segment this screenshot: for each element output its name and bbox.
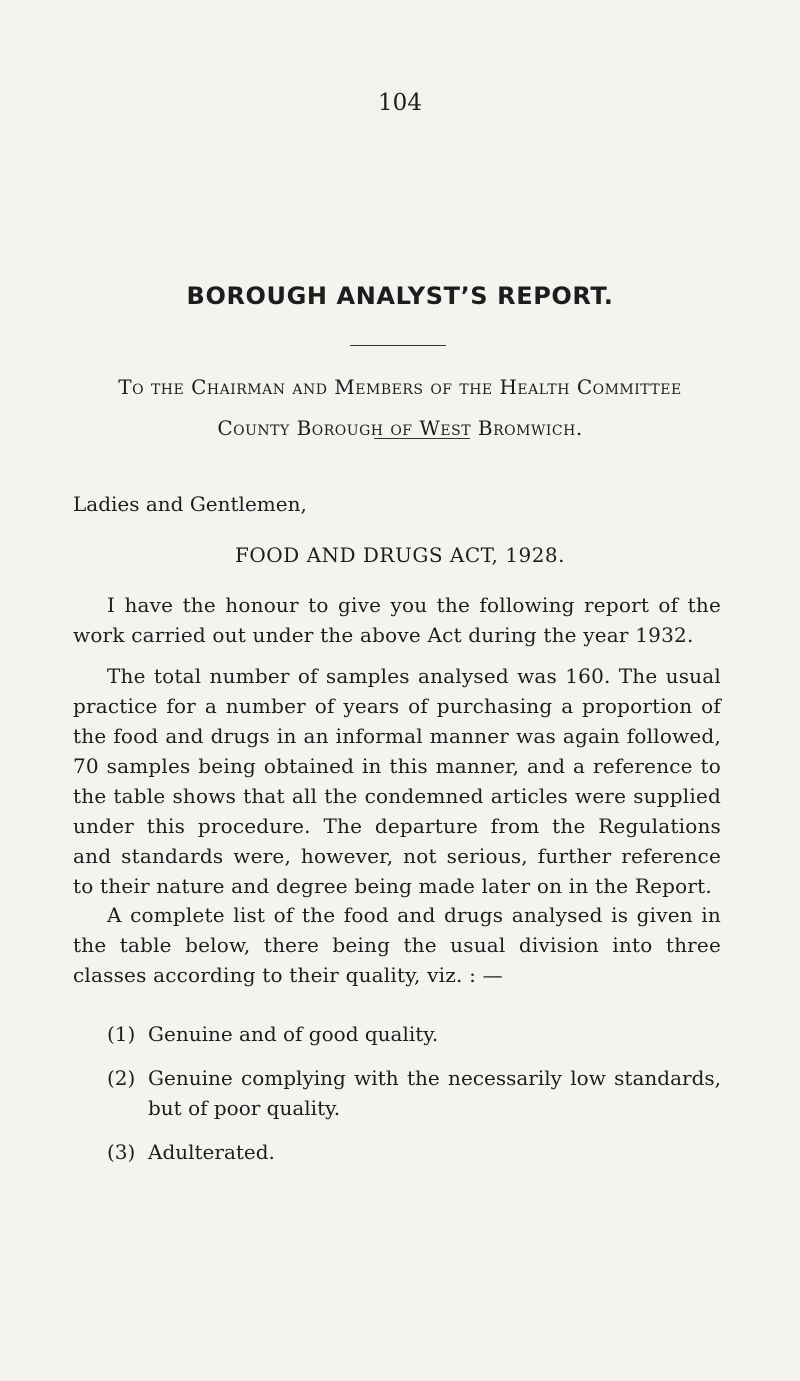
paragraph-intro: I have the honour to give you the following report of the work carried out under the above Act during the year 1932.	[73, 593, 721, 647]
list-item-text: Adulterated.	[148, 1140, 275, 1164]
class-list-item-1	[107, 1019, 721, 1049]
page-number: 104	[378, 90, 422, 116]
report-title: BOROUGH ANALYST’S REPORT.	[186, 282, 614, 310]
salutation: Ladies and Gentlemen,	[73, 492, 307, 516]
list-item-number: (1)	[107, 1022, 136, 1046]
act-heading: FOOD AND DRUGS ACT, 1928.	[235, 543, 565, 567]
class-list-item-3	[107, 1137, 721, 1167]
list-item-number: (3)	[107, 1140, 136, 1164]
list-item	[107, 1137, 721, 1167]
divider-rule	[374, 438, 470, 439]
list-item	[107, 1063, 721, 1123]
list-item	[107, 1019, 721, 1049]
paragraph-samples: The total number of samples analysed was 160. The usual practice for a number of years of purchasing a proportion of the food and drugs in an informal manner was again followed, 70 samples being obtained in this manner, and a reference to the table shows that all the condemned articles were supplied under this procedure. The departure from the Regulations and standards were, however, not serious, further reference to their nature and degree being made later on in the Report.	[73, 664, 721, 898]
paragraph-classes: A complete list of the food and drugs analysed is given in the table below, there being the usual division into three classes according to their quality, viz. : —	[73, 903, 721, 987]
address-line-1: To the Chairman and Members of the Health Committee	[118, 375, 682, 399]
list-item-text: Genuine and of good quality.	[148, 1022, 439, 1046]
list-item-text: Genuine complying with the necessarily low standards, but of poor quality.	[148, 1066, 721, 1120]
class-list-item-2	[107, 1063, 721, 1123]
list-item-number: (2)	[107, 1066, 136, 1090]
divider-rule	[350, 345, 446, 346]
address-line-2: County Borough of West Bromwich.	[217, 416, 583, 440]
